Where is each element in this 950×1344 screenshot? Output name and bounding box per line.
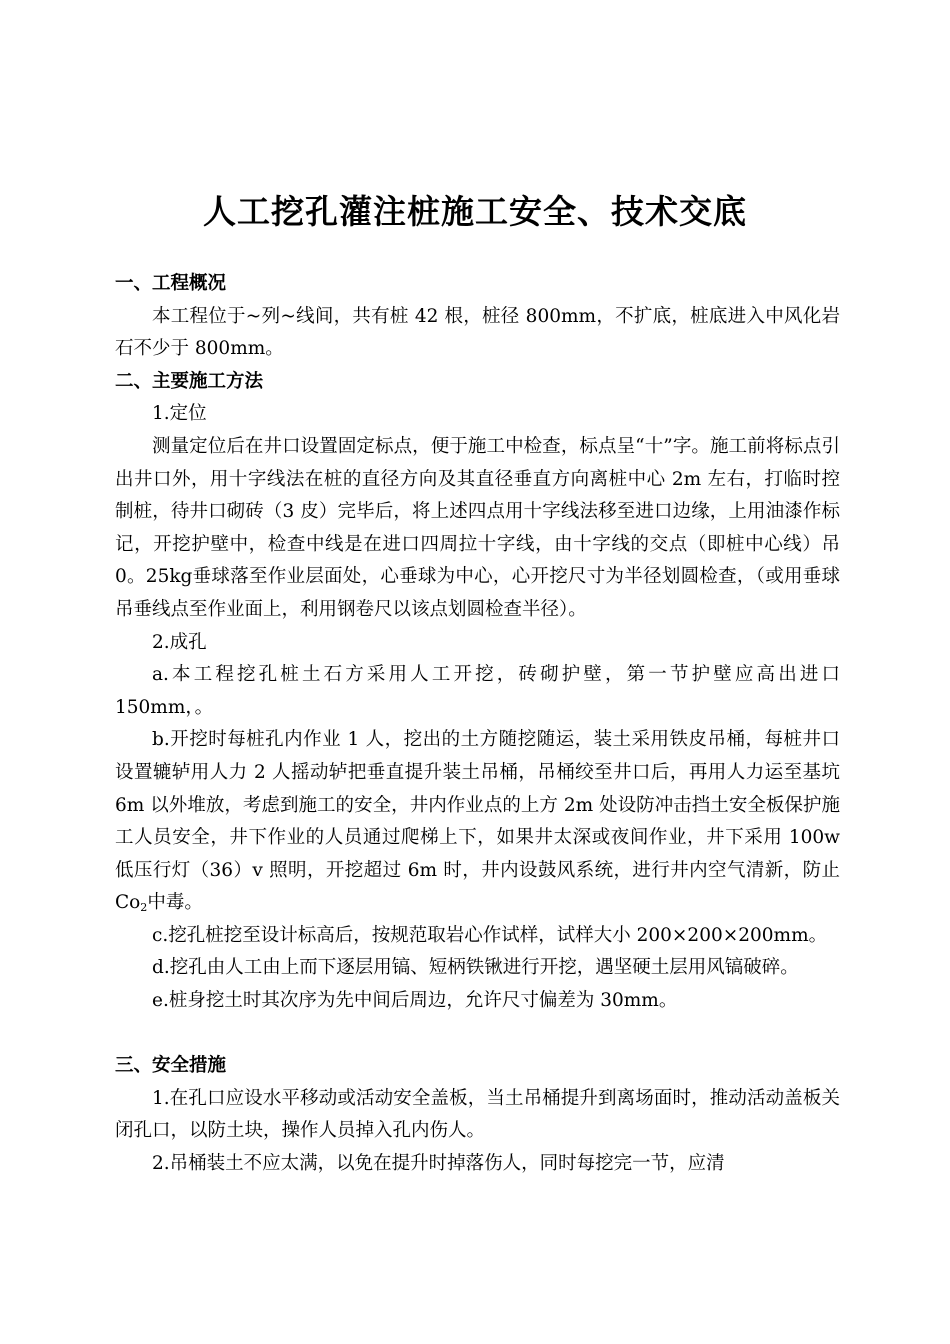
boring-item-a: a.本工程挖孔桩土石方采用人工开挖，砖砌护壁，第一节护壁应高出进口 150mm，。 bbox=[115, 664, 840, 718]
subheading-boring: 2.成孔 bbox=[152, 631, 207, 653]
section-heading-methods: 二、主要施工方法 bbox=[115, 370, 264, 392]
boring-item-b-text: b.开挖时每桩孔内作业 1 人，挖出的土方随挖随运，装土采用铁皮吊桶，每桩井口设置辘轳用人力 2 人摇动轳把垂直提升装土吊桶，吊桶绞至井口后，再用人力运至基坑 6m 以外堆放，考虑到施工的安全，井内作业点的上方 2m 处设防冲击挡土安全板保护施工人员安全，井下作业的人员通过爬梯上下，如果井太深或夜间作业，井下采用 100w 低压行灯（36）v 照明，开挖超过 6m 时，井内设鼓风系统，进行井内空气清新，防止 Co bbox=[115, 729, 840, 914]
spacer bbox=[115, 1018, 840, 1051]
document-title: 人工挖孔灌注桩施工安全、技术交底 bbox=[203, 192, 747, 231]
safety-paragraph-1: 1.在孔口应设水平移动或活动安全盖板，当土吊桶提升到离场面时，推动活动盖板关闭孔口，以防土块，操作人员掉入孔内伤人。 bbox=[115, 1087, 840, 1142]
subheading-positioning: 1.定位 bbox=[152, 403, 207, 425]
document-body bbox=[115, 268, 840, 1181]
overview-paragraph: 本工程位于~列~线间，共有桩 42 根，桩径 800mm，不扩底，桩底进入中风化岩石不少于 800mm。 bbox=[115, 305, 840, 360]
boring-item-b bbox=[115, 724, 840, 920]
safety-paragraph-2: 2.吊桶装土不应太满，以免在提升时掉落伤人，同时每挖完一节，应清 bbox=[152, 1153, 725, 1175]
section-heading-overview: 一、工程概况 bbox=[115, 273, 227, 294]
boring-item-d: d.挖孔由人工由上而下逐层用镐、短柄铁锹进行开挖，遇坚硬土层用风镐破碎。 bbox=[152, 957, 799, 979]
positioning-paragraph: 测量定位后在井口设置固定标点，便于施工中检查，标点呈“十”字。施工前将标点引出井口外，用十字线法在桩的直径方向及其直径垂直方向离桩中心 2m 左右，打临时控制桩，待井口砌砖（3 皮）完毕后，将上述四点用十字线法移至进口边缘，上用油漆作标记，开挖护壁中，检查中线是在进口四周拉十字线，由十字线的交点（即桩中心线）吊 0。25kg垂球落至作业层面处，心垂球为中心，心开挖尺寸为半径划圆检查，（或用垂球吊垂线点至作业面上，利用钢卷尺以该点划圆检查半径）。 bbox=[115, 435, 840, 620]
boring-item-b-subscript: 2 bbox=[140, 901, 148, 915]
boring-item-b-tail: 中毒。 bbox=[147, 892, 203, 914]
section-heading-safety: 三、安全措施 bbox=[115, 1055, 227, 1077]
boring-item-e: e.桩身挖土时其次序为先中间后周边，允许尺寸偏差为 30mm。 bbox=[152, 990, 678, 1012]
boring-item-c: c.挖孔桩挖至设计标高后，按规范取岩心作试样，试样大小 200×200×200mm。 bbox=[152, 924, 828, 946]
